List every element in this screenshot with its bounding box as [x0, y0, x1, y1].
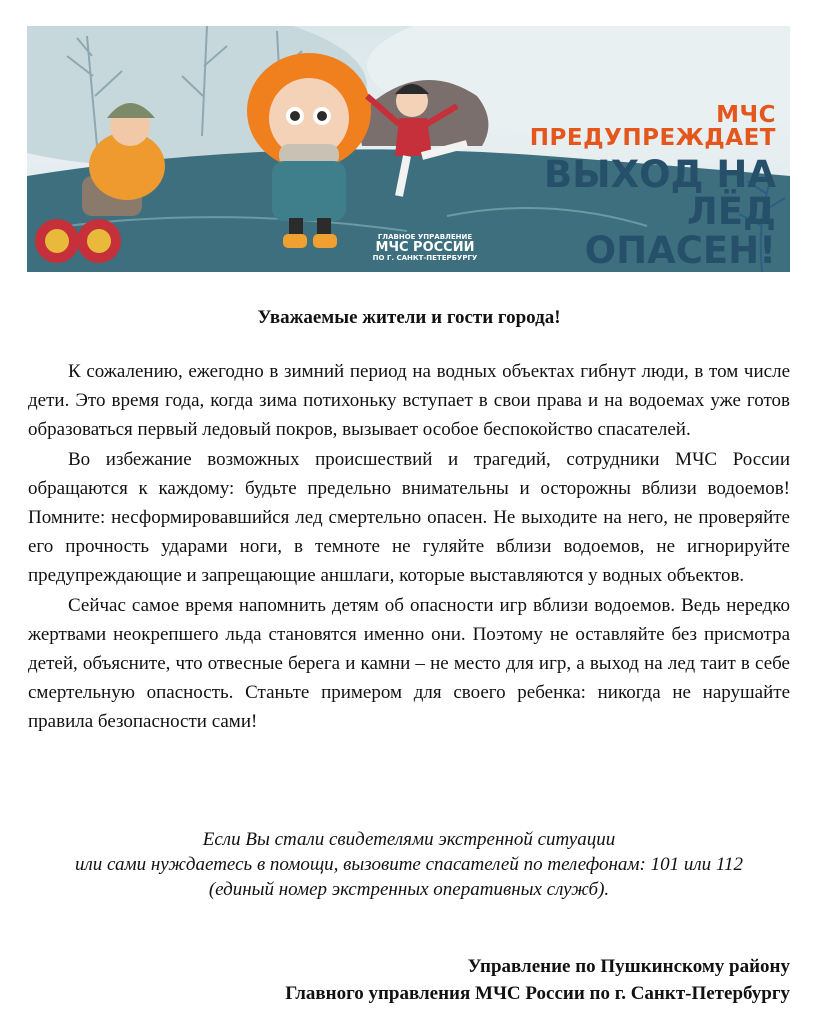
- signature-line-1: Управление по Пушкинскому району: [467, 956, 790, 977]
- banner-title-line1: МЧС ПРЕДУПРЕЖДАЕТ: [529, 102, 776, 151]
- banner-caption-line2: МЧС РОССИИ: [375, 240, 475, 256]
- greeting-heading: Уважаемые жители и гости города!: [257, 307, 561, 328]
- paragraph-3: Сейчас самое время напомнить детям об опасности игр вблизи водоемов. Ведь нередко жертвами неокрепшего льда становятся именно они. Поэтому не оставляйте без присмотра детей, объясните, что отвесные берега и камни – не место для игр, а выход на лед таит в себе смертельную опасность. Станьте примером для своего ребенка: никогда не нарушайте правила безопасности сами!: [28, 594, 790, 733]
- notice-line-3: (единый номер экстренных оперативных служб).: [208, 879, 610, 900]
- notice-line-1: Если Вы стали свидетелями экстренной ситуации: [202, 829, 616, 850]
- signature-line-2: Главного управления МЧС России по г. Санкт-Петербургу: [285, 983, 790, 1004]
- banner-caption: [365, 234, 485, 262]
- banner-caption-line1: ГЛАВНОЕ УПРАВЛЕНИЕ: [377, 233, 473, 241]
- paragraph-1: К сожалению, ежегодно в зимний период на водных объектах гибнут люди, в том числе дети. Это время года, когда зима потихоньку вступает в свои права и на водоемах уже готов образоваться первый ледовый покров, вызывает особое беспокойство спасателей.: [28, 361, 790, 441]
- banner-caption-line3: ПО Г. САНКТ-ПЕТЕРБУРГУ: [372, 253, 478, 262]
- banner-title-line2: ВЫХОД НА ЛЁД: [544, 153, 776, 233]
- notice-line-2: или сами нуждаетесь в помощи, вызовите спасателей по телефонам: 101 или 112: [75, 854, 743, 875]
- warning-banner: [27, 26, 790, 272]
- signature: [190, 953, 790, 1007]
- banner-title-line3: ОПАСЕН!: [584, 229, 776, 272]
- emergency-notice: [0, 827, 818, 902]
- paragraph-2: Во избежание возможных происшествий и трагедий, сотрудники МЧС России обращаются к каждому: будьте предельно внимательны и осторожны вблизи водоемов! Помните: несформировавшийся лед смертельно опасен. Не выходите на него, не проверяйте его прочность ударами ноги, в темноте не гуляйте вблизи водоемов, не игнорируйте предупреждающие и запрещающие аншлаги, которые выставляются у водных объектов.: [28, 448, 790, 587]
- body-text: [28, 357, 790, 737]
- banner-title: [476, 102, 776, 272]
